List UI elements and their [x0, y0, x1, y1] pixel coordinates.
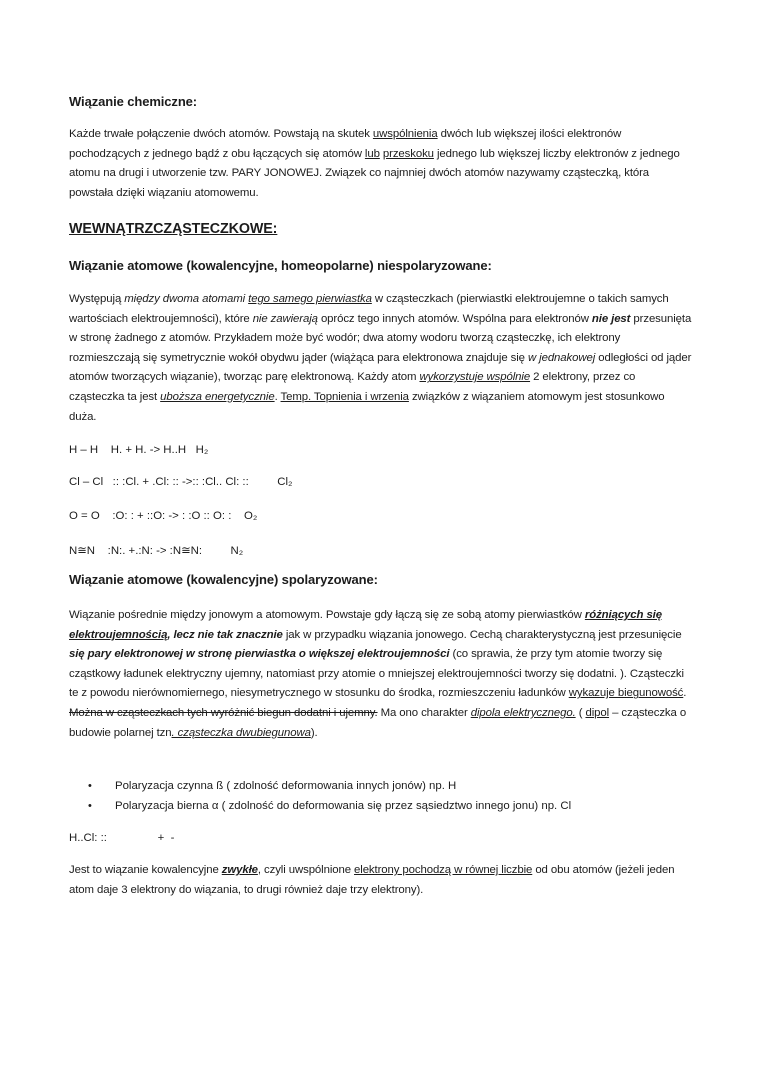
s2-term: dipola elektrycznego.	[470, 706, 576, 719]
s1-italic: w jednakowej	[527, 351, 596, 364]
s1-text: oprócz tego innych atomów. Wspólna para elektronów	[317, 312, 592, 325]
s1-term: Temp. Topnienia i wrzenia	[280, 390, 409, 403]
s2-term: wykazuje biegunowość	[568, 687, 684, 700]
s2-text: .	[683, 687, 687, 700]
p2-text: , czyli uwspólnione	[257, 864, 355, 876]
s1-text: przesunięta w stronę żadnego z atomów. Przykładem może być wodór; dwa atomy wodoru tworzą cząsteczkę, ich elektrony rozmieszczają się symetrycznie wokół obydwu jąder (wiążąca para elektronowa znajduje się	[69, 312, 692, 364]
equation-chlorine: Cl – Cl :: :Cl. + .Cl: :: ->:: :Cl.. Cl: :: Cl₂	[69, 476, 293, 488]
s2-text: (co sprawia, że przy tym atomie tworzy się cząstkowy ładunek elektryczny ujemny, natomiast przy atomie o mniejszej elektroujemności tworzy się dodatni. ). Cząsteczki te z powodu nierównomiernego, niesymetrycznego w stosunku do środka, rozmieszczeniu ładunków	[69, 648, 684, 700]
list-item-text: Polaryzacja czynna ß ( zdolność deformowania innych jonów) np. H	[115, 780, 457, 792]
s2-term: . cząsteczka dwubiegunowa	[171, 726, 311, 739]
s1-italic: między dwoma atomami	[124, 293, 246, 305]
intro-term-lub: lub	[364, 147, 380, 160]
s2-term: dipol	[585, 706, 610, 719]
s1-emphasis: nie jest	[591, 312, 631, 325]
s1-text: odległości od jąder atomów tworzących wiązanie), tworząc parę elektronową. Każdy atom	[69, 351, 692, 384]
intro-text-1: Każde trwałe połączenie dwóch atomów. Powstają na skutek	[69, 128, 373, 140]
s2-term: różniących się elektroujemnością	[69, 609, 662, 641]
equation-hydrogen: H – H H. + H. -> H..H H₂	[69, 444, 209, 456]
s1-text: związków z wiązaniem atomowym jest stosunkowo duża.	[69, 390, 665, 423]
section2-closing-paragraph	[69, 861, 693, 900]
s1-term: wykorzystuje wspólnie	[419, 371, 531, 384]
p2-term: elektrony pochodzą w równej liczbie	[354, 864, 533, 876]
bullet-icon: •	[88, 780, 92, 792]
intro-paragraph	[69, 125, 693, 203]
bullet-icon: •	[88, 800, 92, 812]
list-item-text: Polaryzacja bierna α ( zdolność do deformowania się przez sąsiedztwo innego jonu) np. Cl	[115, 800, 572, 812]
s1-text: .	[274, 390, 281, 403]
p2-text: od obu atomów (jeżeli jeden atom daje 3 elektrony do wiązania, to drugi również daje trzy elektrony).	[69, 864, 675, 896]
formula-hcl: H..Cl: :: + -	[69, 832, 175, 844]
s2-text: Wiązanie pośrednie między jonowym a atomowym. Powstaje gdy łączą się ze sobą atomy pierwiastków	[69, 609, 585, 621]
list-item	[88, 796, 688, 816]
intro-term-uwspolnienia: uwspólnienia	[372, 128, 438, 140]
s2-text: Ma ono charakter	[377, 706, 471, 719]
s1-term: tego samego pierwiastka	[248, 293, 372, 305]
s2-text: ).	[310, 726, 318, 739]
s1-term: uboższa energetycznie	[160, 390, 275, 403]
s2-text: – cząsteczka o budowie polarnej tzn	[69, 706, 687, 739]
equation-oxygen: O = O :O: : + ::O: -> : :O :: O: : O₂	[69, 510, 258, 522]
equation-nitrogen: N≅N :N:. +.:N: -> :N≅N: N₂	[69, 545, 244, 557]
section1-heading: Wiązanie atomowe (kowalencyjne, homeopolarne) niespolaryzowane:	[69, 258, 492, 273]
section1-paragraph	[69, 290, 693, 427]
s1-italic: nie zawierają	[252, 312, 318, 325]
section2-heading: Wiązanie atomowe (kowalencyjne) spolaryzowane:	[69, 572, 378, 587]
s2-emphasis: się pary elektronowej w stronę pierwiastka o większej elektroujemności	[69, 648, 450, 661]
s2-emphasis: , lecz nie tak znacznie	[167, 628, 283, 641]
s1-text: Występują	[69, 293, 125, 305]
s1-text: 2 elektrony, przez co cząsteczka ta jest	[69, 371, 636, 403]
s1-text: w cząsteczkach (pierwiastki elektroujemne o takich samych wartościach elektroujemności), które	[69, 293, 669, 325]
intro-text-3: jednego lub większej liczby elektronów z jednego atomu na drugi i utworzenie tzw. PARY JONOWEJ. Związek co najmniej dwóch atomów nazywamy cząsteczką, która powstała dzięki wiązaniu atomowemu.	[69, 147, 680, 199]
p2-term: zwykłe	[221, 864, 258, 876]
section-heading-main: WEWNĄTRZCZĄSTECZKOWE:	[69, 221, 278, 237]
list-item	[88, 776, 688, 796]
section2-paragraph	[69, 606, 693, 743]
s2-strikethrough: Można w cząsteczkach tych wyróżnić biegun dodatni i ujemny.	[69, 706, 378, 719]
polarization-list	[88, 776, 688, 816]
p2-text: Jest to wiązanie kowalencyjne	[69, 864, 222, 876]
s2-text: (	[575, 706, 586, 719]
s2-text: jak w przypadku wiązania jonowego. Cechą charakterystyczną jest przesunięcie	[282, 628, 682, 641]
intro-text-2: dwóch lub większej ilości elektronów pochodzących z jednego bądź z obu łączących się atomów	[69, 128, 622, 160]
intro-term-przeskoku: przeskoku	[382, 147, 434, 160]
document-title: Wiązanie chemiczne:	[69, 94, 198, 109]
